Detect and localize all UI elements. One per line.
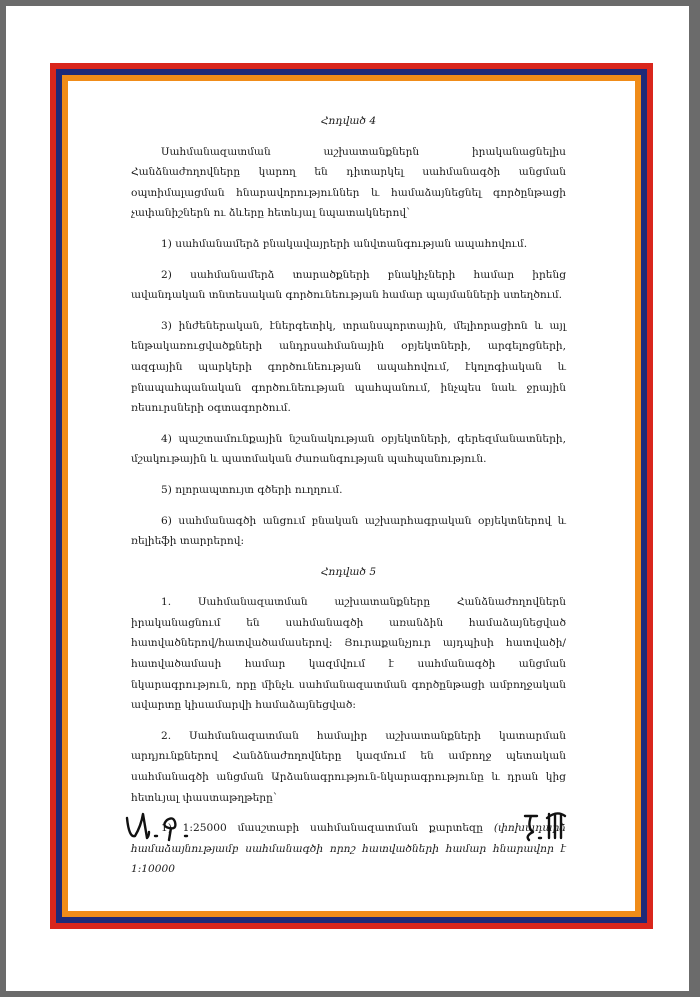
- article-4-item-2: 2) սահմանամերձ տարածքների բնակիչների համար իրենց ավանդական տնտեսական գործունեության համար պայմանների ստեղծում.: [131, 268, 566, 302]
- article-4-item-1: 1) սահմանամերձ բնակավայրերի անվտանգության ապահովում.: [161, 237, 528, 250]
- paragraph-3-italic: (փոխադարձ համաձայնությամբ սահմանագծի որոշ հատվածների համար հնարավոր է 1:10000: [131, 822, 566, 876]
- article-4-heading: Հոդված 4: [320, 115, 377, 127]
- page-body: [68, 81, 635, 911]
- paragraph-3-start: 1) 1:25000 մասշտաբի սահմանազատման քարտեզը: [161, 822, 484, 835]
- document-text: [131, 111, 566, 890]
- article-4-intro: Սահմանազատման աշխատանքներն իրականացնելիս Հանձնաժողովները կարող են դիտարկել սահմանագծի անցման օպտիմալացման հնարավորություններ և համաձայնեցնել գործընթացի չափանիշներն ու ձևերը հետևյալ նպատակներով՝: [131, 145, 566, 220]
- article-4-item-5: 5) ոլորապտույտ գծերի ուղղում.: [161, 483, 343, 496]
- article-5-heading: Հոդված 5: [320, 565, 377, 578]
- article-5-paragraph-1: 1. Սահմանազատման աշխատանքները Հանձնաժողովներն իրականացնում են սահմանագծի առանձին համաձայնեցված հատվածներով/հատվածամասերով: Յուրաքանչյուր այդպիսի հատվածի/հատվածամասի համար կազմվում է սահմանագծի անցման նկարագրություն, որը մինչև սահմանազատման գործընթացի ամբողջական ավարտը կիսամարվի համաձայնեցված:: [131, 596, 566, 712]
- article-4-item-3: 3) ինժեներական, էներգետիկ, տրանսպորտային, մելիորացիոն և այլ ենթակառուցվածքների անդրսահմանային օբյեկտների, արգելոցների, ազգային պարկերի գործունեության ապահովում, էկոլոգիական և բնապահպանական գործունեության պահպանում, ինչպես նաև ջրային ռեսուրսների օգտագործում.: [131, 319, 566, 415]
- article-4-item-6: 6) սահմանագծի անցում բնական աշխարհագրական օբյեկտներով և ռելիեֆի տարրերով:: [131, 514, 566, 548]
- signature-left: [121, 806, 201, 846]
- signature-right: [521, 806, 581, 846]
- tricolor-frame: [50, 63, 653, 929]
- article-4-item-4: 4) պաշտամունքային նշանակության օբյեկտների, գերեզմանատների, մշակութային և պատմական ժառանգության պահպանություն.: [131, 432, 566, 466]
- document-page: [6, 6, 689, 991]
- article-5-paragraph-2: 2. Սահմանազատման համալիր աշխատանքների կատարման արդյունքներով Հանձնաժողովները կազմում են ամբողջ պետական սահմանագծի անցման Արձանագրություն-նկարագրությունը և դրան կից հետևյալ փաստաթղթերը՝: [131, 729, 566, 804]
